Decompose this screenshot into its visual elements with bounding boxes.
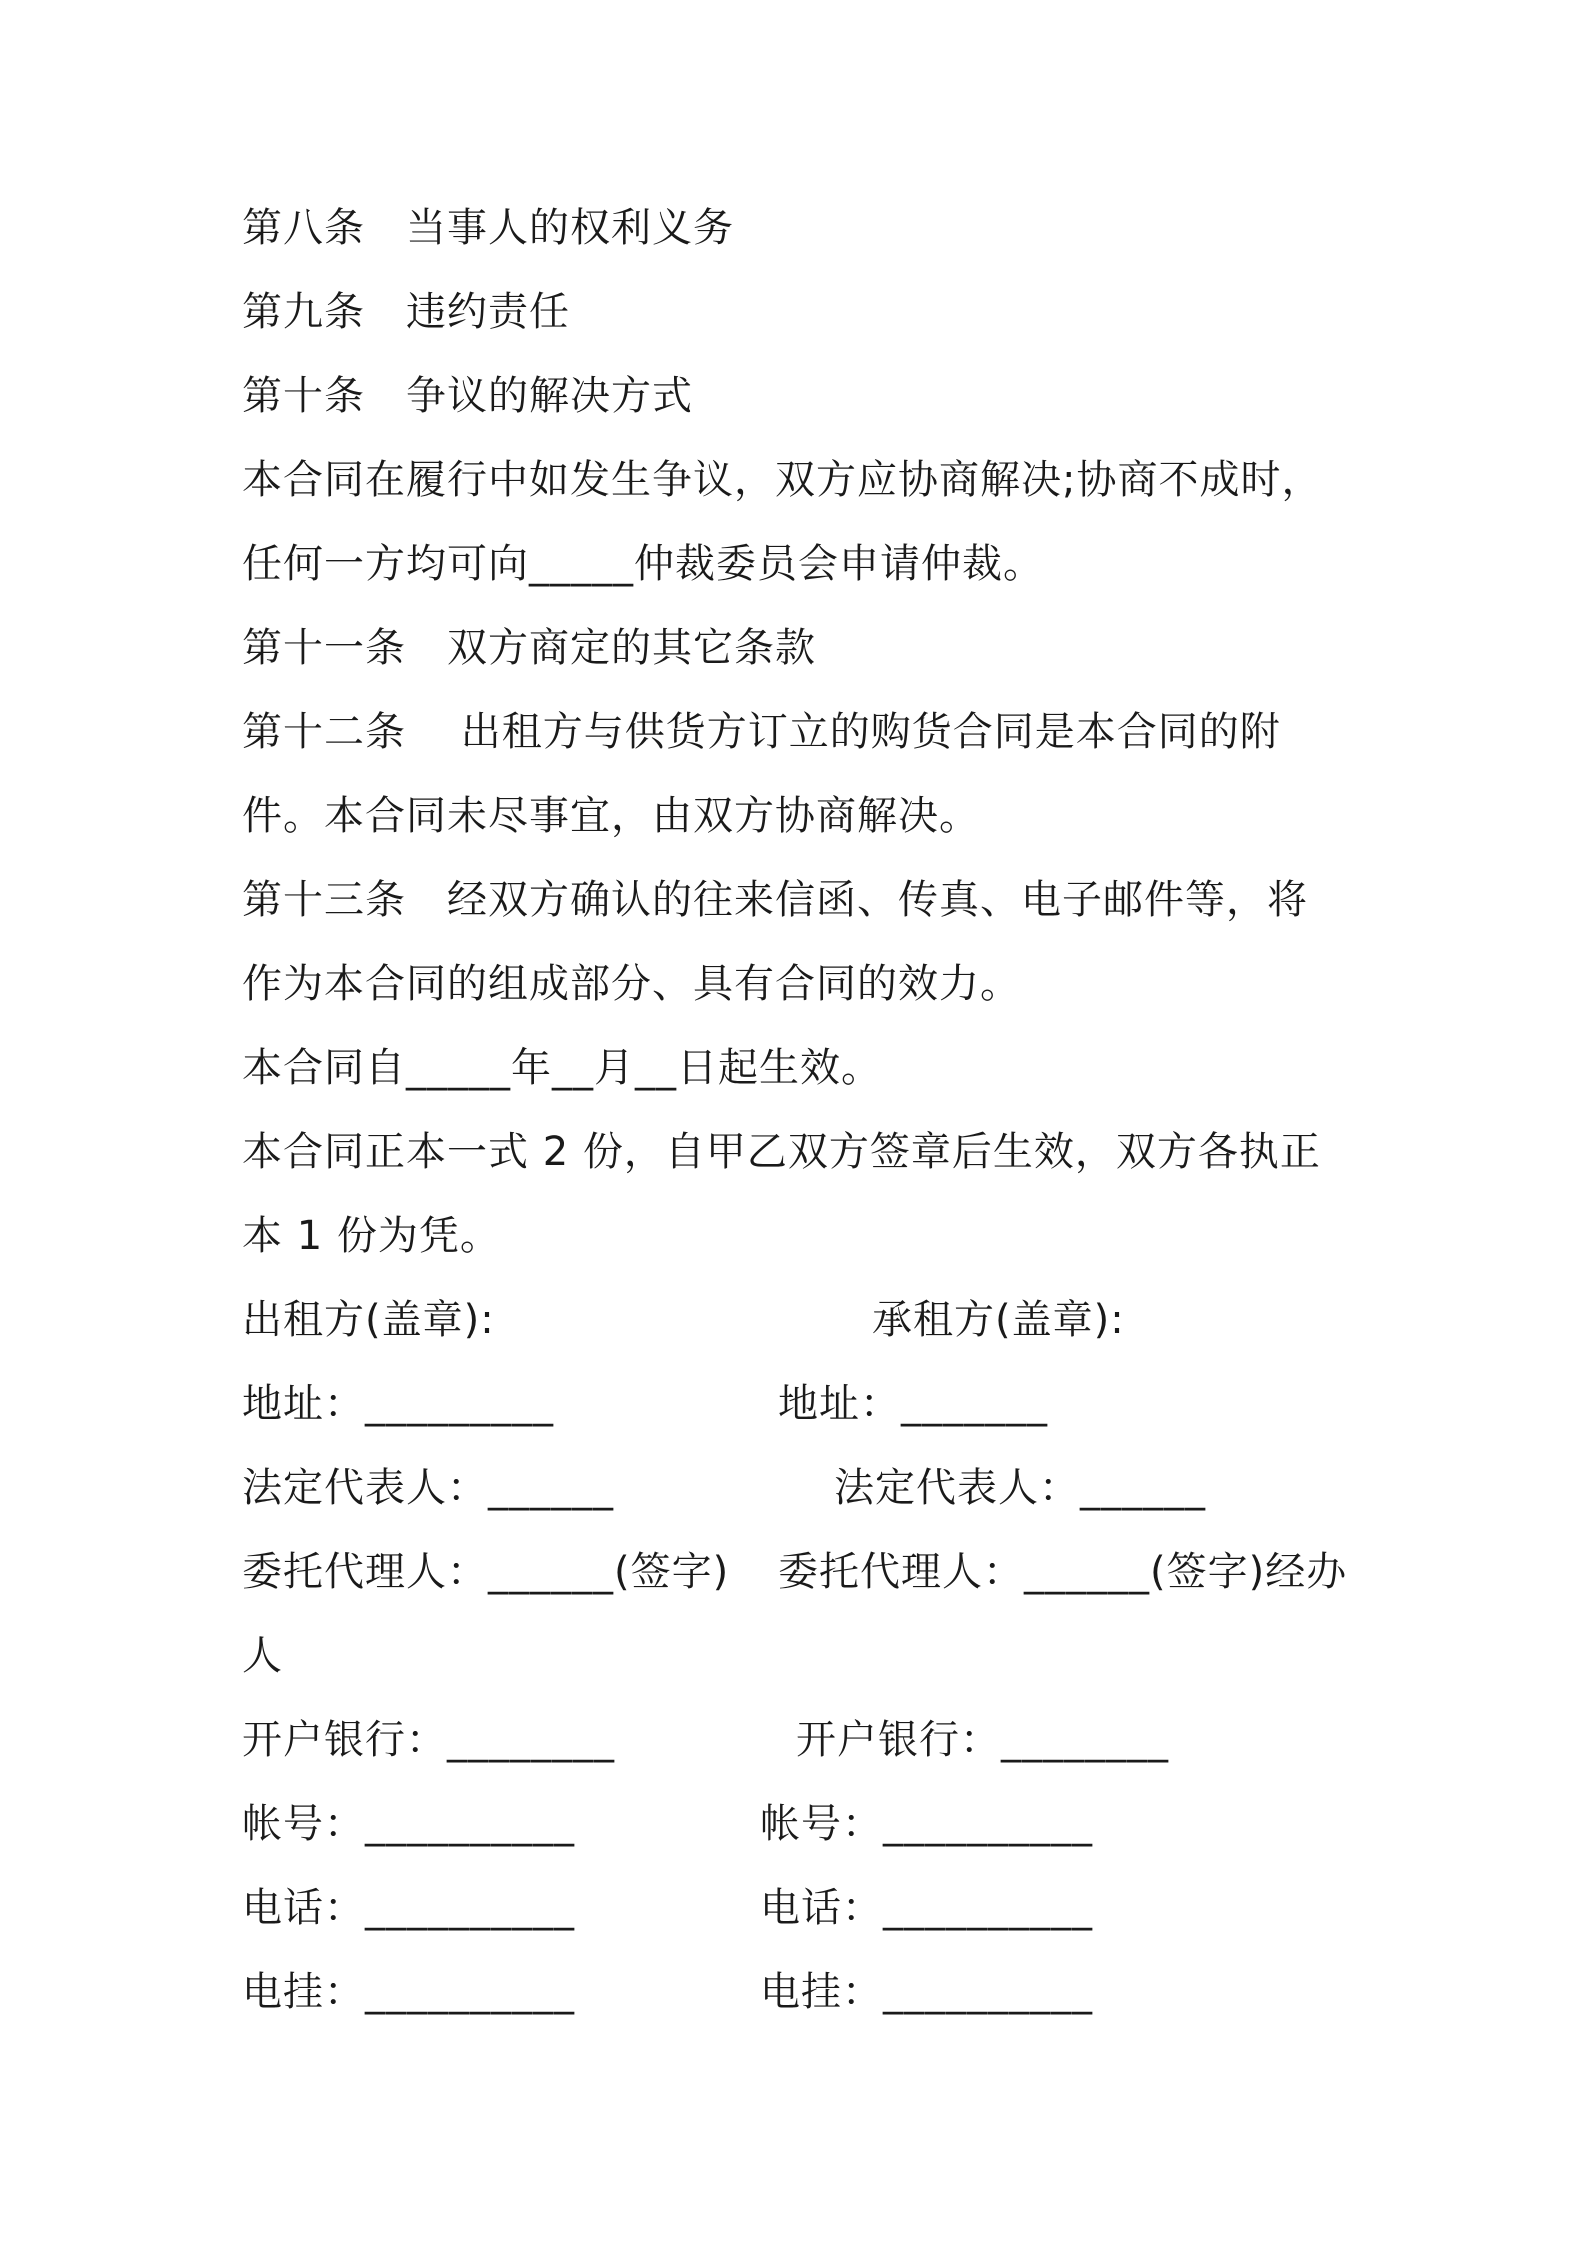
lessor-account-field: 帐号：__________ [242,1801,575,1847]
lessee-address-field: 地址：_______ [778,1381,1048,1427]
lessor-bank-field: 开户银行：________ [242,1717,615,1763]
article-10-body-line-1: 本合同在履行中如发生争议，双方应协商解决;协商不成时， [242,457,1323,503]
lessee-seal-label: 承租方(盖章): [872,1297,1125,1343]
signature-row-legal-rep [0,1458,1586,1518]
signature-row-address [0,1374,1586,1434]
signature-row-agent [0,1542,1586,1602]
article-13-line-2: 作为本合同的组成部分、具有合同的效力。 [242,961,1021,1007]
copies-clause-line-1: 本合同正本一式 2 份，自甲乙双方签章后生效，双方各执正 [242,1129,1321,1175]
article-12-line-2: 件。本合同未尽事宜，由双方协商解决。 [242,793,980,839]
article-13-line-1: 第十三条 经双方确认的往来信函、传真、电子邮件等，将 [242,877,1308,923]
lessee-agent-field: 委托代理人：______(签字)经办 [778,1549,1348,1595]
lessor-cable-field: 电挂：__________ [242,1969,575,2015]
article-9-heading: 第九条 违约责任 [242,289,570,335]
lessee-account-field: 帐号：__________ [760,1801,1093,1847]
handler-continuation: 人 [242,1633,283,1679]
lessor-agent-field: 委托代理人：______(签字) [242,1549,730,1595]
article-8-heading: 第八条 当事人的权利义务 [242,205,734,251]
signature-row-phone [0,1878,1586,1938]
signature-row-bank [0,1710,1586,1770]
signature-row-seal [0,1290,1586,1350]
signature-row-account [0,1794,1586,1854]
lessor-phone-field: 电话：__________ [242,1885,575,1931]
article-12-line-1: 第十二条 出租方与供货方订立的购货合同是本合同的附 [242,709,1281,755]
effective-date-clause: 本合同自_____年__月__日起生效。 [242,1045,882,1091]
signature-row-cable [0,1962,1586,2022]
lessee-bank-field: 开户银行：________ [796,1717,1169,1763]
lessor-seal-label: 出租方(盖章): [242,1297,495,1343]
article-10-body-line-2: 任何一方均可向_____仲裁委员会申请仲裁。 [242,541,1044,587]
article-10-heading: 第十条 争议的解决方式 [242,373,693,419]
article-11-heading: 第十一条 双方商定的其它条款 [242,625,816,671]
lessee-cable-field: 电挂：__________ [760,1969,1093,2015]
lessor-legal-rep-field: 法定代表人：______ [242,1465,614,1511]
lessee-legal-rep-field: 法定代表人：______ [834,1465,1206,1511]
copies-clause-line-2: 本 1 份为凭。 [242,1213,501,1259]
lessee-phone-field: 电话：__________ [760,1885,1093,1931]
lessor-address-field: 地址：_________ [242,1381,554,1427]
